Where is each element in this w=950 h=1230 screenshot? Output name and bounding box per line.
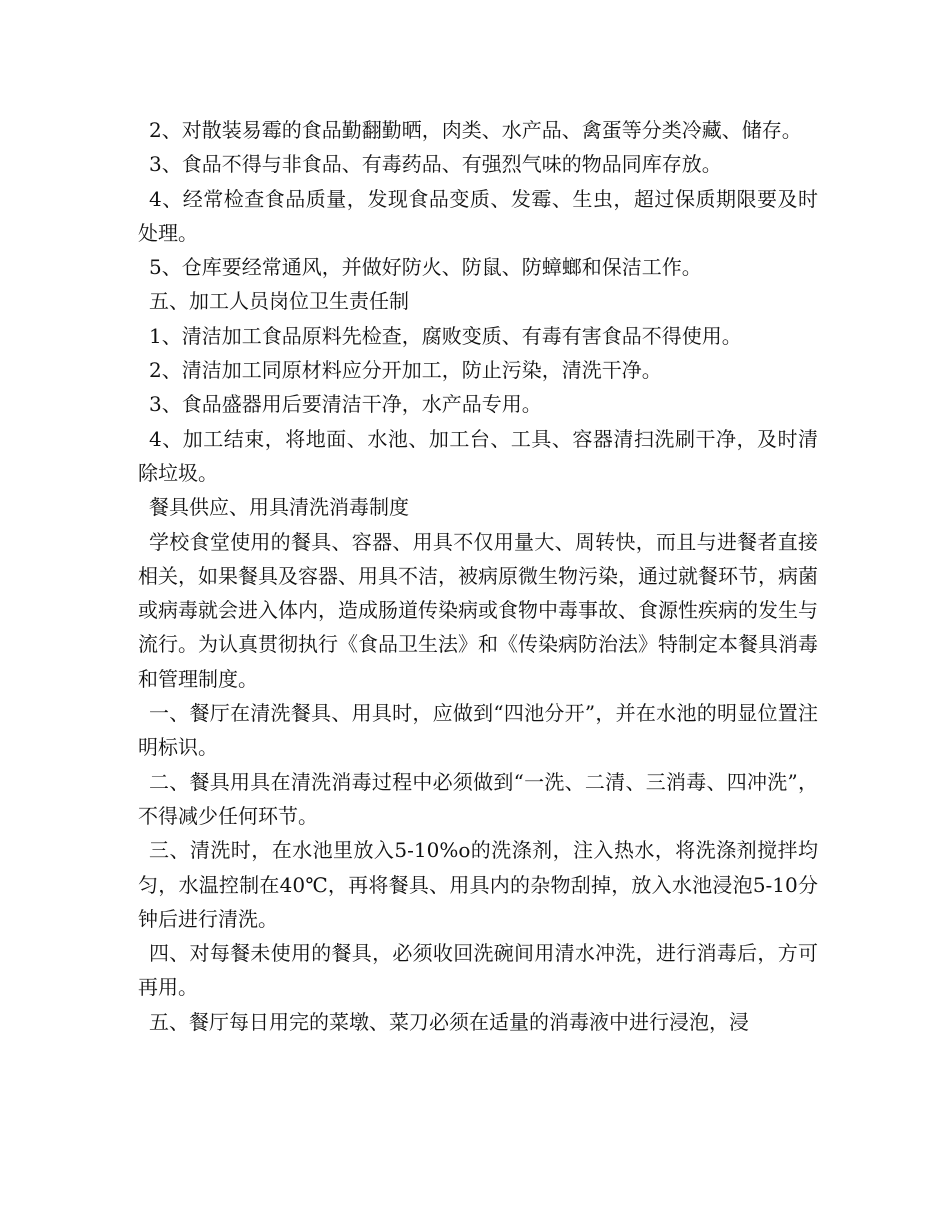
storage-rule-3: 3、食品不得与非食品、有毒药品、有强烈气味的物品同库存放。 (149, 152, 722, 177)
processing-rule-2: 2、清洁加工同原材料应分开加工，防止污染，清洗干净。 (149, 358, 662, 383)
tableware-rule-2: 二、餐具用具在清洗消毒过程中必须做到“一洗、二清、三消毒、四冲洗”，不得减少任何环节。 (138, 769, 818, 828)
storage-rule-5: 5、仓库要经常通风，并做好防火、防鼠、防蟑螂和保洁工作。 (149, 255, 702, 280)
storage-rule-2: 2、对散装易霉的食品勤翻勤晒，肉类、水产品、禽蛋等分类冷藏、储存。 (149, 118, 802, 142)
processing-rule-3: 3、食品盛器用后要清洁干净，水产品专用。 (149, 392, 542, 417)
document-page (138, 113, 818, 1039)
tableware-rule-5: 五、餐厅每日用完的菜墩、菜刀必须在适量的消毒液中进行浸泡，浸 (149, 1009, 749, 1034)
tableware-rule-4: 四、对每餐未使用的餐具，必须收回洗碗间用清水冲洗，进行消毒后，方可再用。 (138, 941, 818, 1000)
tableware-rule-3: 三、清洗时，在水池里放入5-10%o的洗涤剂，注入热水，将洗涤剂搅拌均匀，水温控制在40℃，再将餐具、用具内的杂物刮掉，放入水池浸泡5-10分钟后进行清洗。 (138, 838, 818, 931)
processing-rule-1: 1、清洁加工食品原料先检查，腐败变质、有毒有害食品不得使用。 (149, 323, 742, 348)
tableware-intro-paragraph: 学校食堂使用的餐具、容器、用具不仅用量大、周转快，而且与进餐者直接相关，如果餐具及容器、用具不洁，被病原微生物污染，通过就餐环节，病菌或病毒就会进入体内，造成肠道传染病或食物中毒事故、食源性疾病的发生与流行。为认真贯彻执行《食品卫生法》和《传染病防治法》特制定本餐具消毒和管理制度。 (138, 529, 818, 691)
tableware-rule-1: 一、餐厅在清洗餐具、用具时，应做到“四池分开”，并在水池的明显位置注明标识。 (138, 701, 818, 760)
section-heading-tableware-disinfection: 餐具供应、用具清洗消毒制度 (149, 495, 409, 520)
processing-rule-4: 4、加工结束，将地面、水池、加工台、工具、容器清扫洗刷干净，及时清除垃圾。 (138, 426, 818, 485)
section-heading-processing-staff: 五、加工人员岗位卫生责任制 (149, 289, 409, 314)
storage-rule-4: 4、经常检查食品质量，发现食品变质、发霉、生虫，超过保质期限要及时处理。 (138, 186, 818, 245)
